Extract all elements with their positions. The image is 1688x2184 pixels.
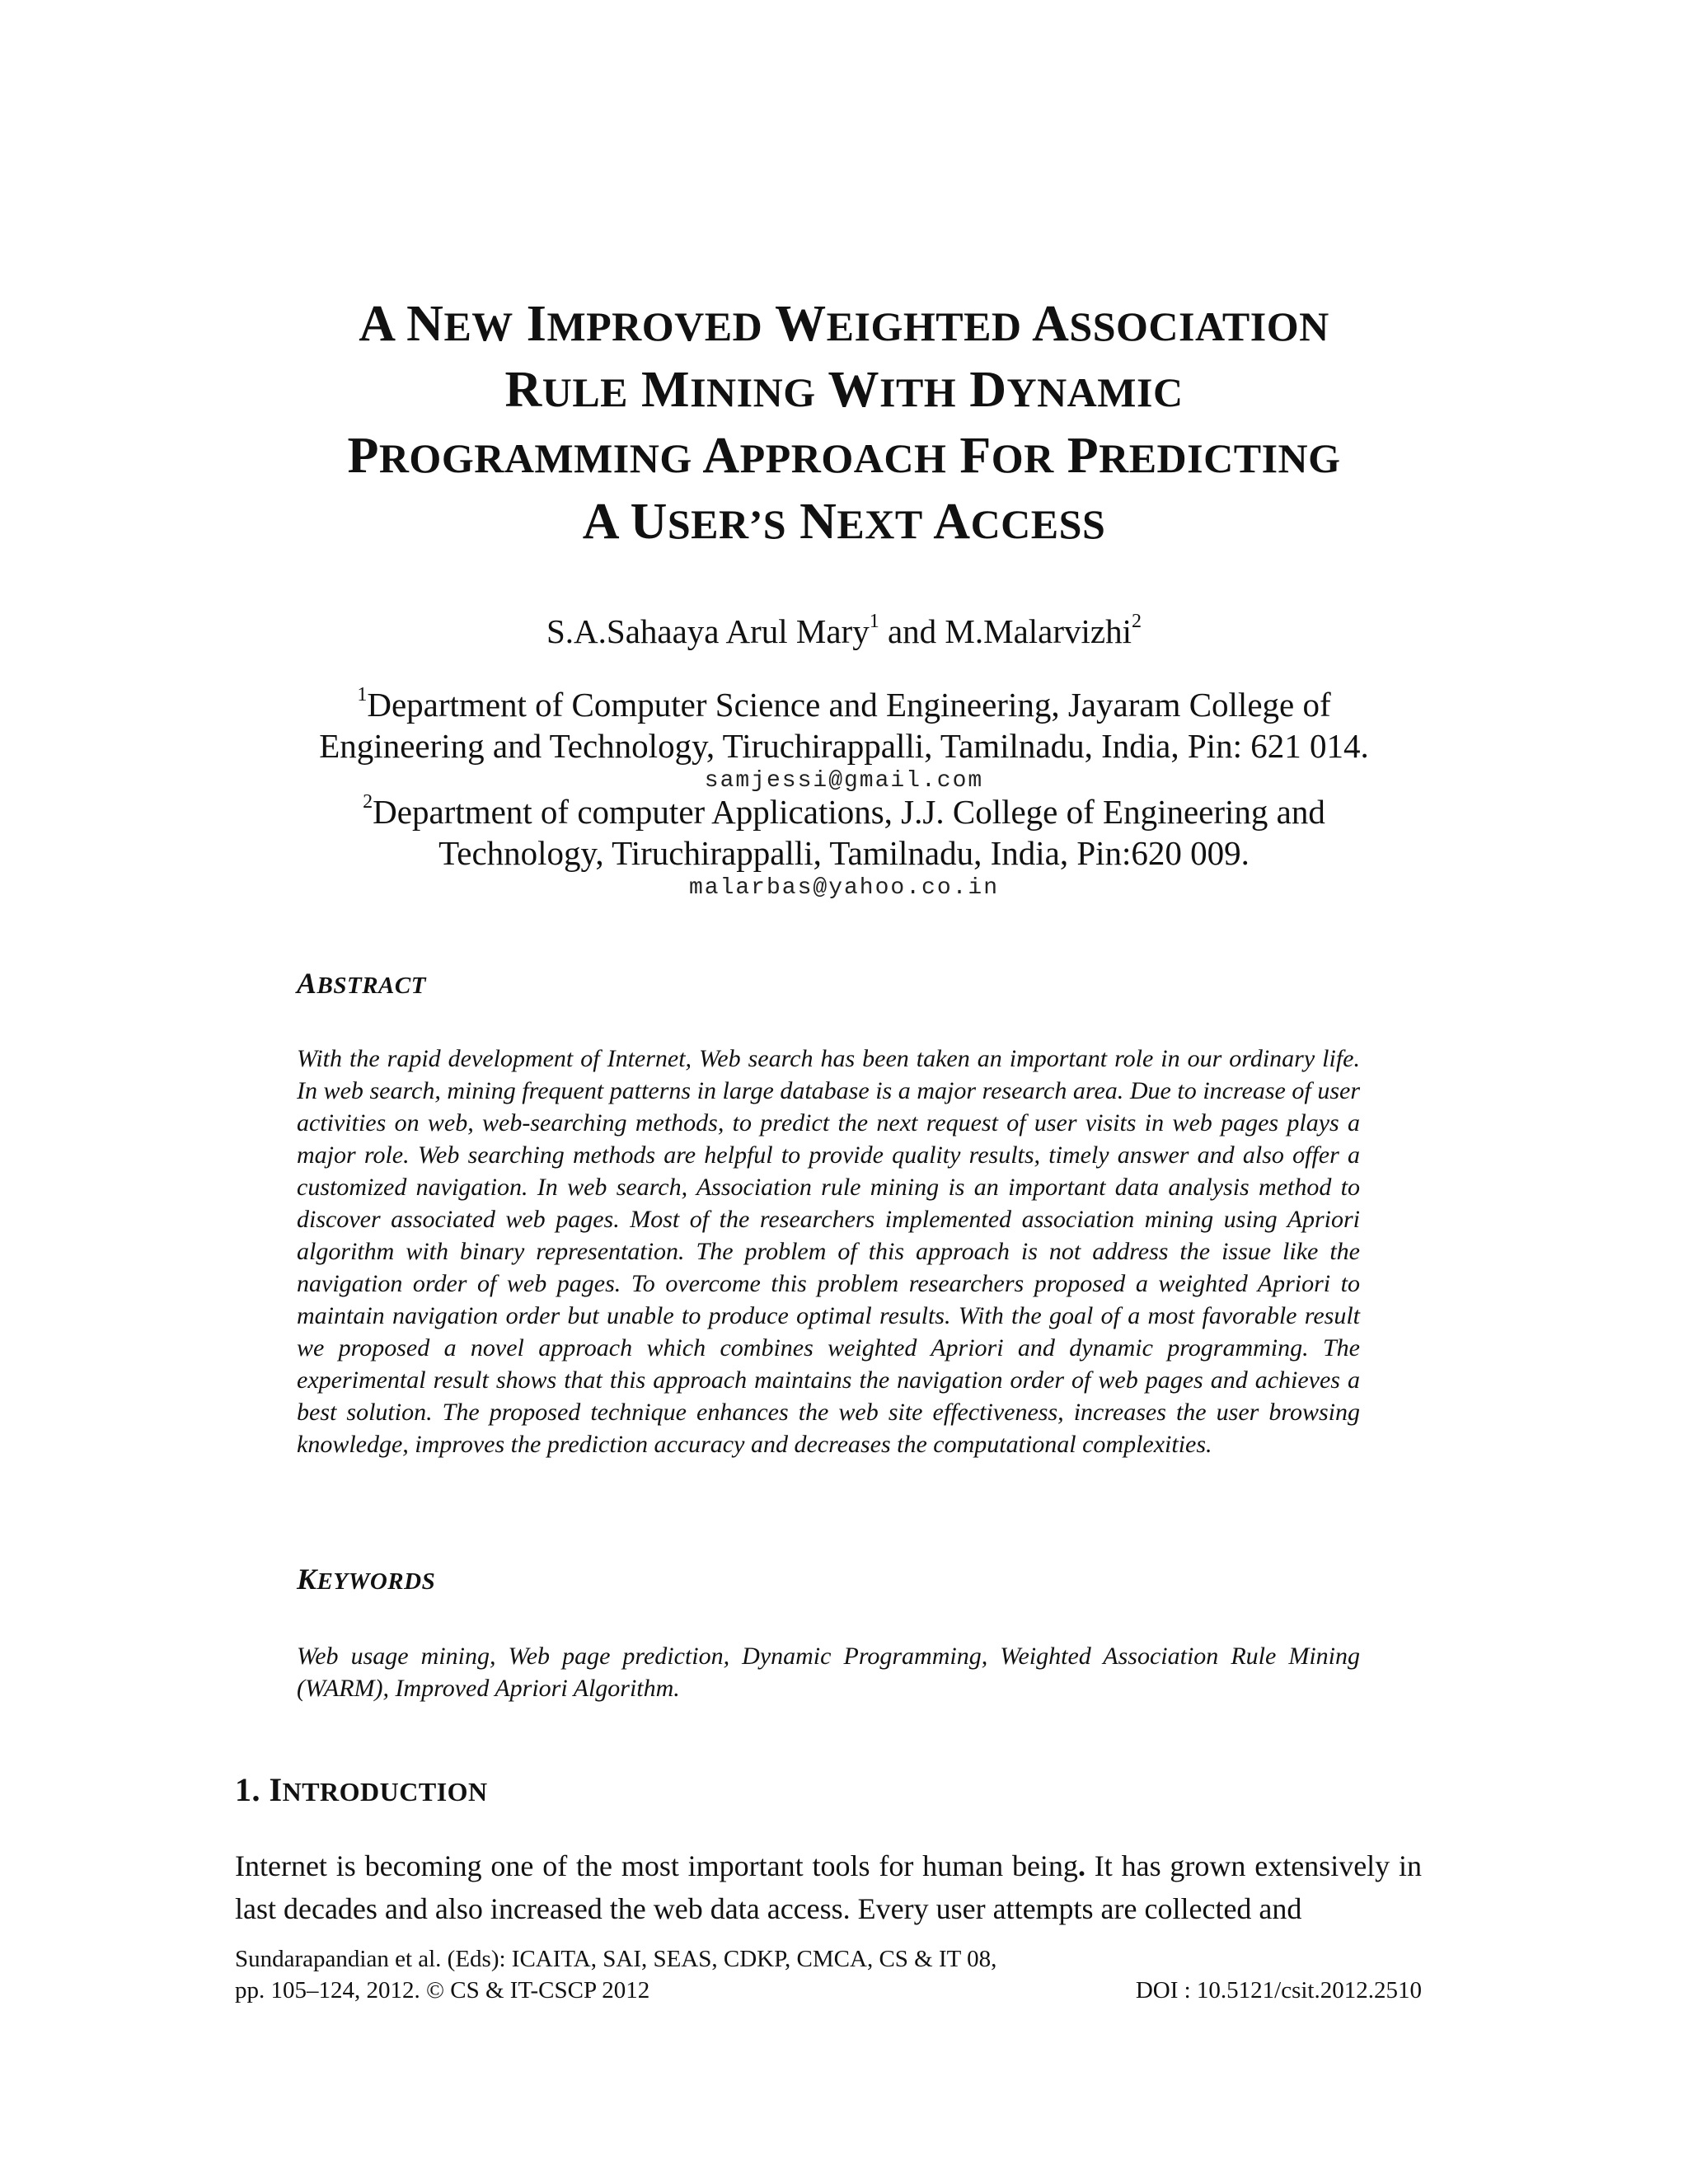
affiliation-1-line-2: Engineering and Technology, Tiruchirappalli, Tamilnadu, India, Pin: 621 014. — [319, 727, 1369, 765]
author-1-affiliation-mark: 1 — [869, 611, 879, 633]
affiliation-2 — [239, 791, 1449, 903]
introduction-heading — [235, 1770, 488, 1809]
affiliation-1-line-1 — [239, 684, 1449, 725]
keywords-heading-rest: EYWORDS — [316, 1568, 436, 1595]
affiliation-1-department: Department of Computer Science and Engineering, Jayaram College of — [367, 686, 1331, 724]
abstract-text: With the rapid development of Internet, Web search has been taken an important role in our ordinary life. In web search, mining frequent patterns in large database is a major research area. Due to increase of user activities on web, web-searching methods, to predict the next request of user visits in web pages plays a major role. Web searching methods are helpful to provide quality results, timely answer and also offer a customized navigation. In web search, Association rule mining is an important data analysis method to discover associated web pages. Most of the researchers implemented association mining using Apriori algorithm with binary representation. The problem of this approach is not address the issue like the navigation order of web pages. To overcome this problem researchers proposed a weighted Apriori to maintain navigation order but unable to produce optimal results. With the goal of a most favorable result we proposed a novel approach which combines weighted Apriori and dynamic programming. The experimental result shows that this approach maintains the navigation order of web pages and achieves a best solution. The proposed technique enhances the web site effectiveness, increases the user browsing knowledge, improves the prediction accuracy and decreases the computational complexities. — [297, 1045, 1360, 1458]
affiliation-1-email-link[interactable]: samjessi@gmail.com — [704, 768, 984, 794]
keywords-text: Web usage mining, Web page prediction, Dynamic Programming, Weighted Association Rule Mining (WARM), Improved Apriori Algorithm. — [297, 1643, 1360, 1702]
keywords-heading-initial: K — [297, 1563, 317, 1596]
title-line-3: PROGRAMMING APPROACH FOR PREDICTING — [347, 428, 1341, 484]
page-footer — [235, 1943, 1422, 2006]
footer-doi[interactable]: DOI : 10.5121/csit.2012.2510 — [1135, 1977, 1422, 2004]
affiliation-2-email-link[interactable]: malarbas@yahoo.co.in — [688, 875, 1000, 901]
author-2-affiliation-mark: 2 — [1132, 611, 1142, 633]
introduction-text-part-1: Internet is becoming one of the most important tools for human being — [235, 1849, 1078, 1882]
author-conjunction: and — [879, 612, 945, 650]
footer-line-1: Sundarapandian et al. (Eds): ICAITA, SAI, SEAS, CDKP, CMCA, CS & IT 08, — [235, 1946, 997, 1972]
affiliation-2-line-2: Technology, Tiruchirappalli, Tamilnadu, India, Pin:620 009. — [438, 834, 1250, 872]
title-line-2: RULE MINING WITH DYNAMIC — [504, 362, 1184, 418]
affiliation-2-department: Department of computer Applications, J.J. College of Engineering and — [373, 793, 1325, 831]
footer-pages-copyright: pp. 105–124, 2012. © CS & IT-CSCP 2012 — [235, 1977, 650, 2004]
affiliation-2-line-1 — [239, 791, 1449, 832]
abstract-heading — [297, 966, 426, 1001]
affiliation-1 — [239, 684, 1449, 796]
paper-title — [206, 293, 1482, 556]
title-line-1: A NEW IMPROVED WEIGHTED ASSOCIATION — [359, 296, 1329, 352]
introduction-text-part-2: It has grown extensively in last decades and also increased the web data access. Every user attempts are collected and — [235, 1849, 1423, 1925]
footer-line-2 — [235, 1975, 1422, 2006]
introduction-text-bold-period: . — [1077, 1849, 1085, 1882]
introduction-text — [235, 1844, 1422, 1930]
introduction-heading-rest: NTRODUCTION — [282, 1777, 488, 1807]
affiliation-2-mark: 2 — [363, 791, 373, 813]
author-name-1: S.A.Sahaaya Arul Mary — [546, 612, 870, 650]
introduction-section-number: 1. — [235, 1771, 270, 1808]
author-name-2: M.Malarvizhi — [945, 612, 1132, 650]
abstract-heading-initial: A — [297, 967, 317, 1000]
keywords-heading — [297, 1562, 435, 1596]
abstract-heading-rest: BSTRACT — [316, 972, 426, 999]
affiliation-1-mark: 1 — [357, 684, 368, 706]
author-list — [247, 610, 1441, 653]
title-line-4: A USER’S NEXT ACCESS — [582, 494, 1106, 550]
introduction-heading-initial: I — [269, 1771, 283, 1808]
